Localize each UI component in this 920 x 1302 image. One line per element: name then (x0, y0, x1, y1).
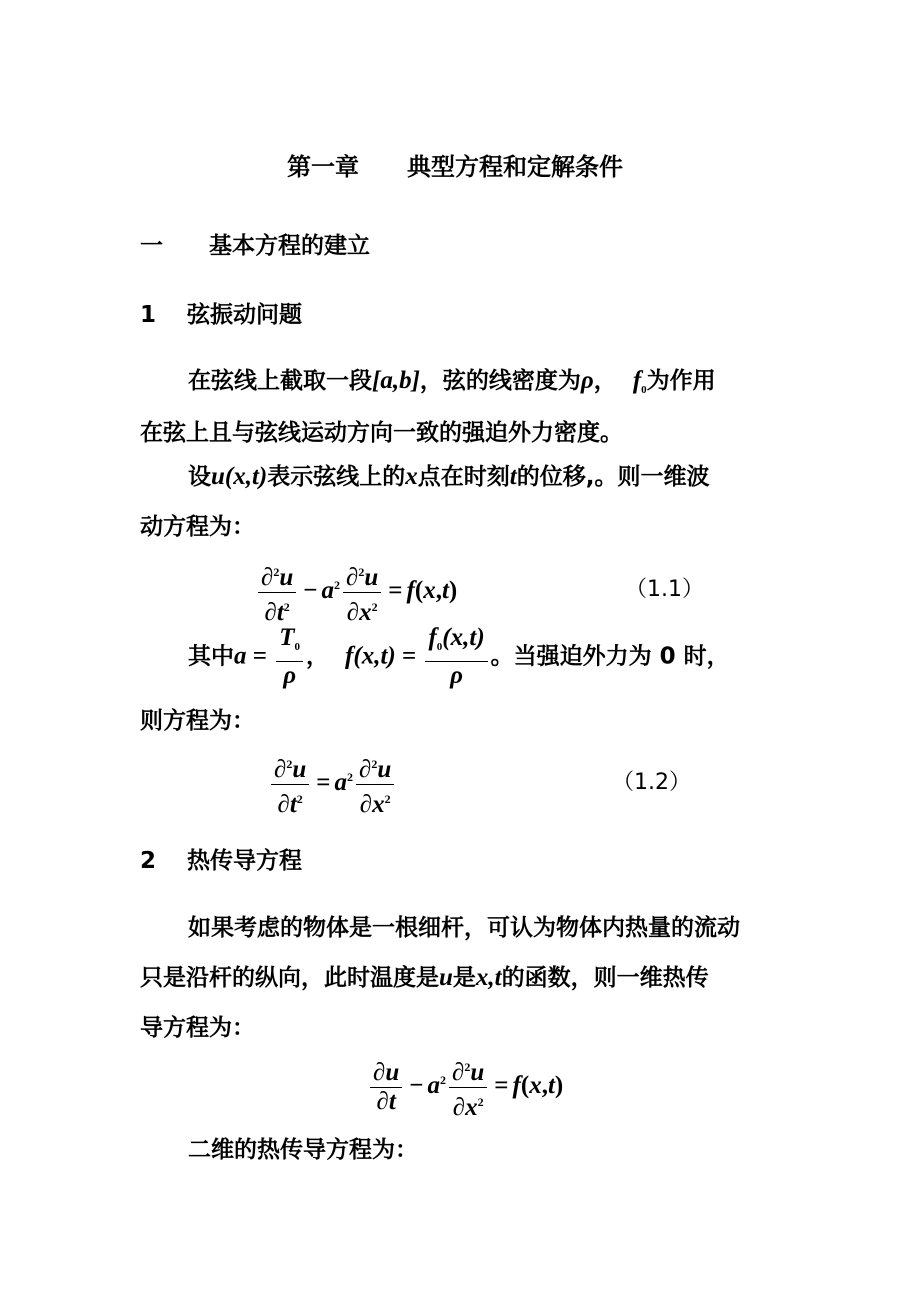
subsection-heading: 1 弦振动问题 (140, 302, 303, 328)
text-run: 。当强迫外力为 0 时， (490, 643, 730, 670)
subsection-heading: 2 热传导方程 (140, 848, 303, 874)
paragraph-line (140, 963, 709, 993)
math-xt: x,t (475, 964, 502, 991)
math-t: t (509, 463, 517, 490)
text-run: 为作用 (646, 368, 716, 394)
equation-number: （1.2） (612, 770, 691, 795)
section-heading: 一 基本方程的建立 (140, 233, 370, 259)
math-rho: ρ (580, 367, 594, 394)
math-a: a (234, 642, 247, 670)
text-run: ，弦的线密度为 (419, 368, 581, 394)
equation-number: （1.1） (625, 577, 704, 602)
math-fxt: f(x,t) (345, 642, 396, 670)
text-run: ， (306, 643, 330, 670)
fraction: $\frac{T_0}{\rho}$ (276, 624, 303, 690)
fraction: $\frac{\partial^2u}{\partial x^2}$ (356, 750, 394, 819)
text-run: 其中 (188, 643, 234, 670)
math-interval: [a,b] (372, 367, 420, 394)
fraction: $\frac{\partial^2u}{\partial x^2}$ (449, 1053, 487, 1122)
math-f0: $f_0$ (632, 367, 647, 396)
paragraph-line: 如果考虑的物体是一根细杆，可认为物体内热量的流动 (188, 915, 740, 941)
paragraph-line: 二维的热传导方程为： (188, 1137, 418, 1163)
text-run: 是 (452, 965, 476, 991)
paragraph-line (188, 366, 716, 405)
text-run: ， (593, 368, 617, 394)
paragraph-line: 在弦上且与弦线运动方向一致的强迫外力密度。 (140, 420, 623, 446)
text-run: 表示弦线上的 (267, 464, 406, 490)
fraction: $\frac{\partial u}{\partial t}$ (370, 1059, 402, 1116)
equation-wave: $\frac{\partial^2u}{\partial t^2}$ − $a^2$ $\frac{\partial^2u}{\partial x^2}$ = f(x,t) (255, 558, 457, 627)
fraction: $\frac{\partial^2u}{\partial t^2}$ (258, 558, 296, 627)
math-uxt: u(x,t) (211, 463, 268, 490)
paragraph-line: 动方程为： (140, 514, 255, 540)
text-run: 在弦线上截取一段 (188, 368, 372, 394)
text-run: 只是沿杆的纵向，此时温度是 (140, 965, 439, 991)
text-run: 的函数，则一维热传 (501, 965, 709, 991)
paragraph-line: 则方程为： (140, 708, 255, 734)
paragraph-line: 其中a = $\frac{T_0}{\rho}$ ， f(x,t) = $\frac{f_0(x,t)}{\rho}$ 。当强迫外力为 0 时， (188, 624, 730, 689)
chapter-title: 第一章 典型方程和定解条件 (287, 153, 623, 181)
text-run: 点在时刻 (417, 464, 510, 490)
text-run: 的位移,。则一维波 (516, 464, 710, 490)
fraction: $\frac{f_0(x,t)}{\rho}$ (425, 624, 487, 690)
math-u: u (439, 964, 453, 991)
paragraph-line: 导方程为： (140, 1015, 255, 1041)
fraction: $\frac{\partial^2u}{\partial x^2}$ (343, 558, 381, 627)
fraction: $\frac{\partial^2u}{\partial t^2}$ (271, 750, 309, 819)
text-run: 设 (188, 464, 211, 490)
paragraph-line (188, 462, 709, 492)
equation-wave-homogeneous: $\frac{\partial^2u}{\partial t^2}$ = $a^2$ $\frac{\partial^2u}{\partial x^2}$ (268, 750, 397, 819)
equation-heat: $\frac{\partial u}{\partial t}$ − $a^2$ $\frac{\partial^2u}{\partial x^2}$ = f(x,t) (367, 1053, 563, 1122)
math-x: x (405, 463, 418, 490)
